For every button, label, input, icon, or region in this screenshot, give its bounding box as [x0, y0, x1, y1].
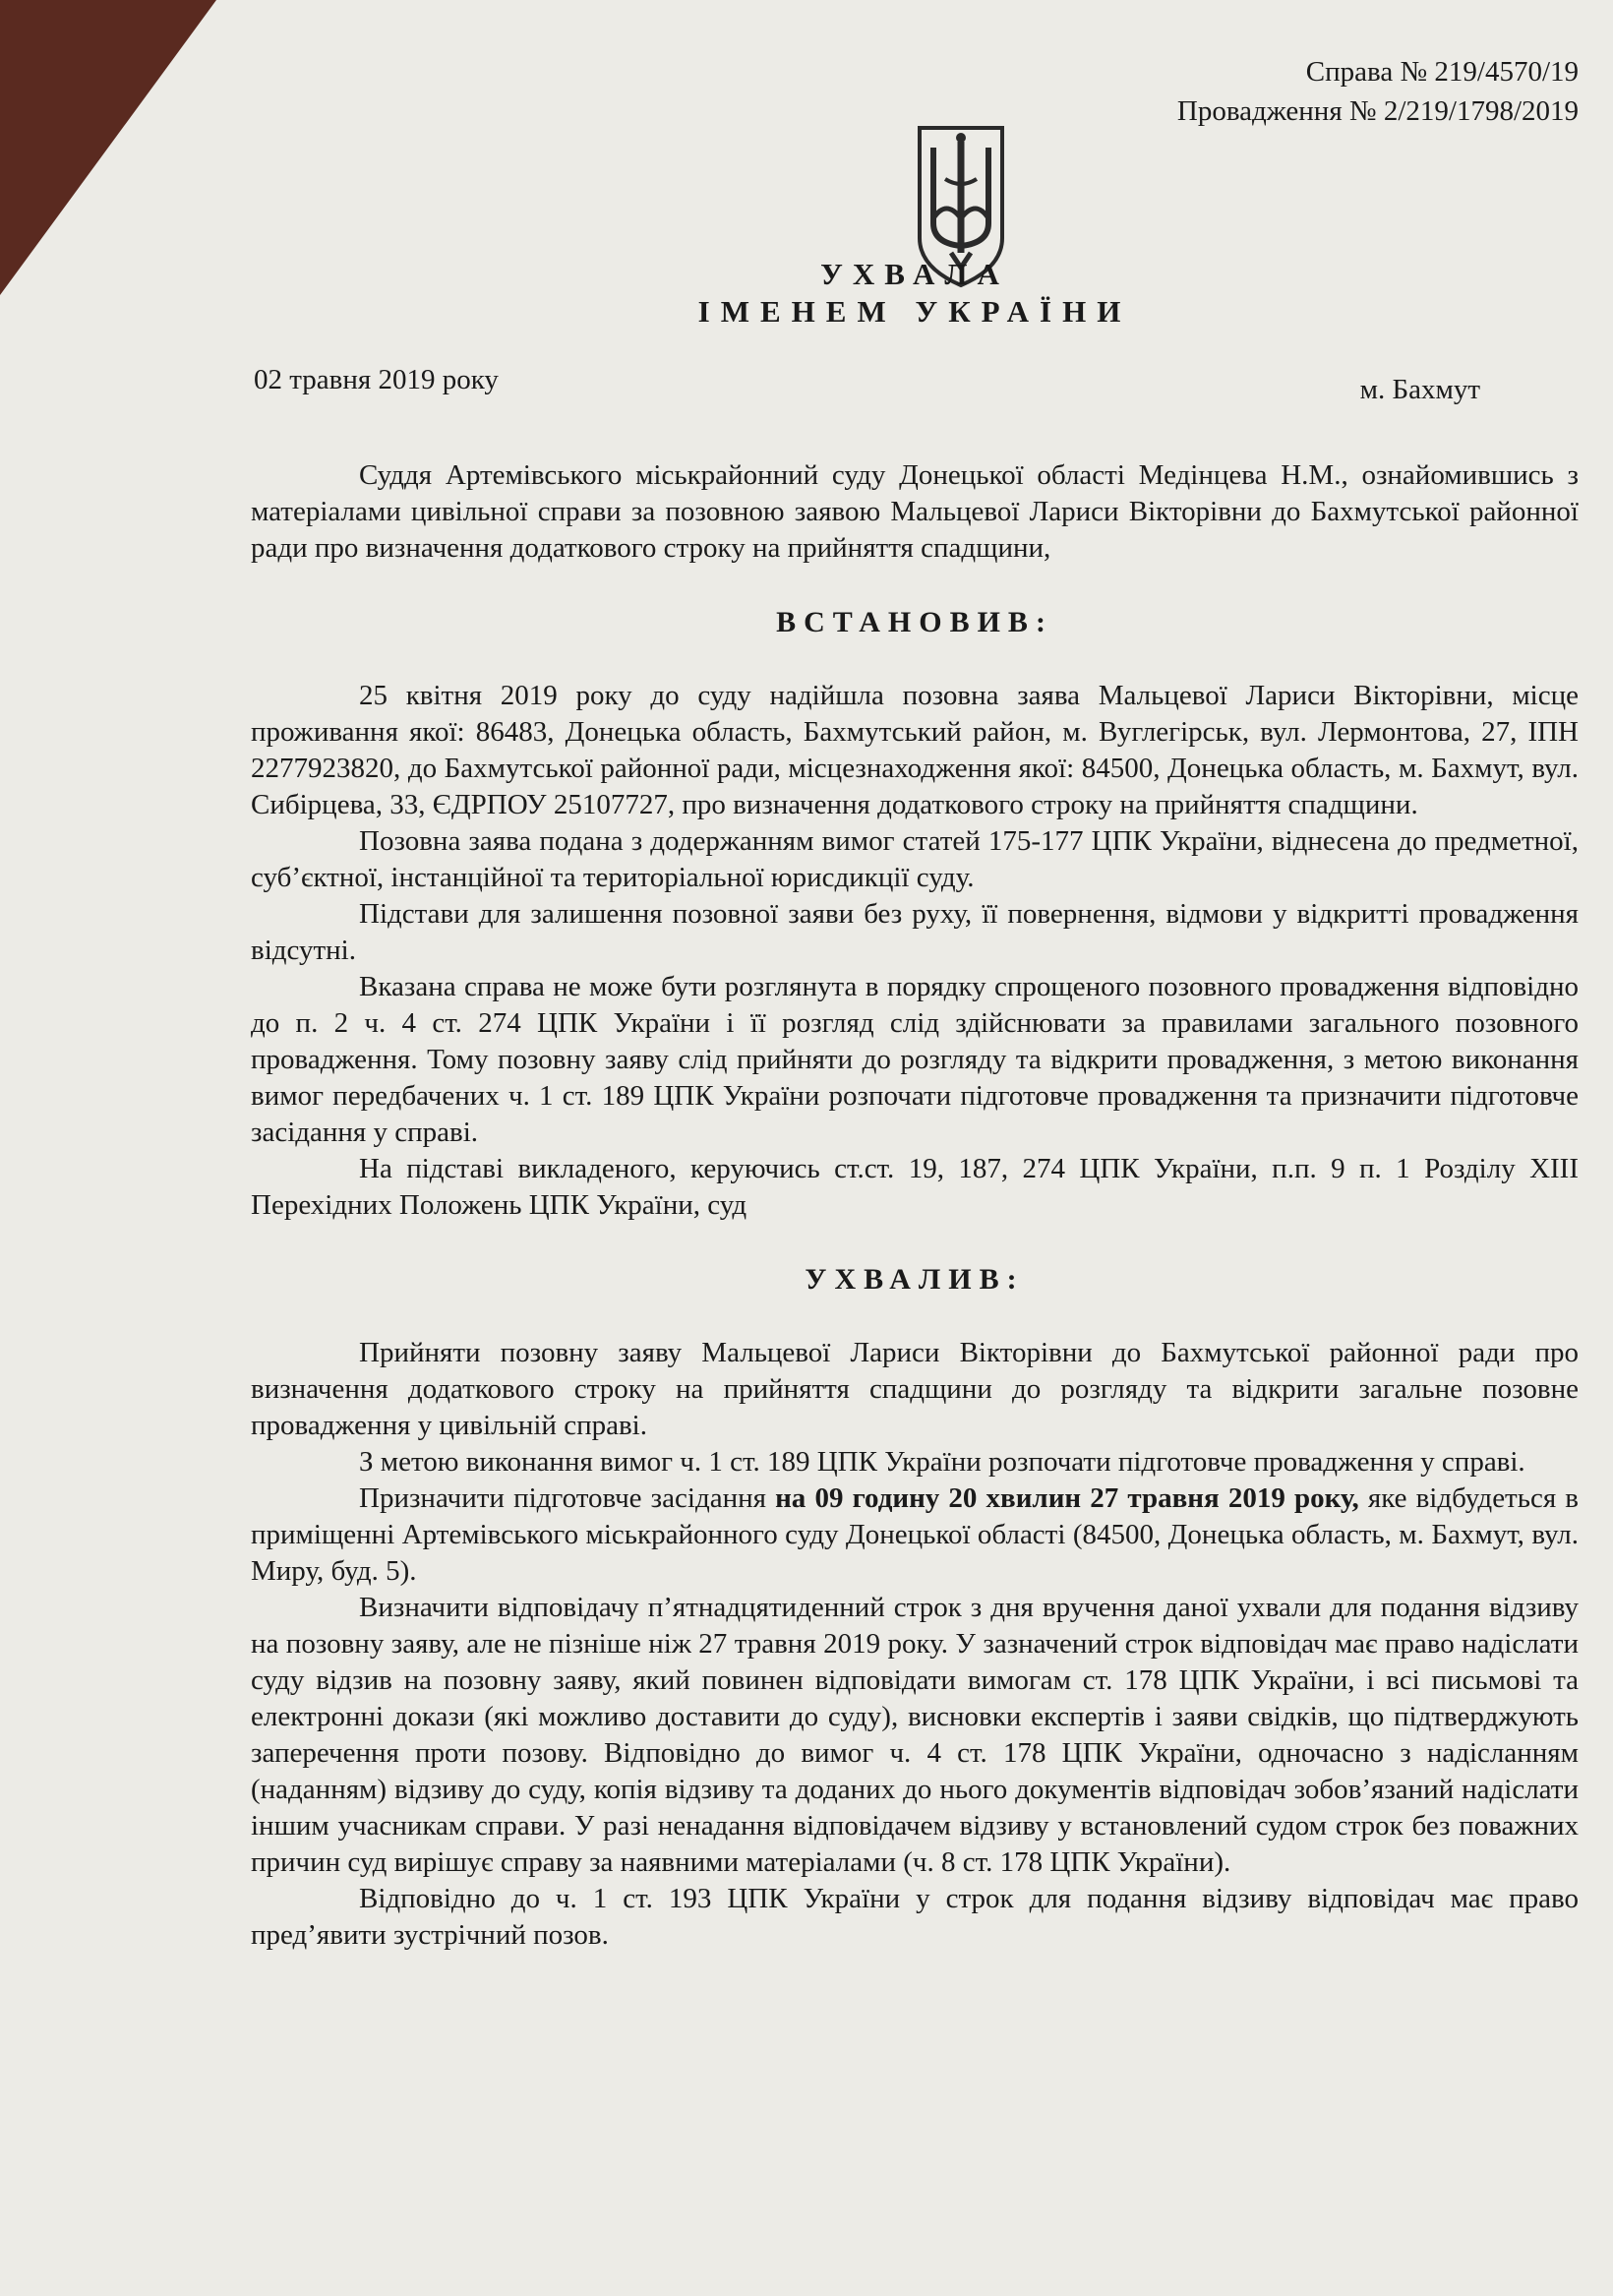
proceeding-number: Провадження № 2/219/1798/2019 [1176, 95, 1579, 127]
paragraph: Відповідно до ч. 1 ст. 193 ЦПК України у строк для подання відзиву відповідач має право пред’явити зустрічний позов. [251, 1883, 1579, 1951]
paragraph: 25 квітня 2019 року до суду надійшла позовна заява Мальцевої Лариси Вікторівни, місце проживання якої: 86483, Донецька область, Бахмутський район, м. Вуглегірськ, вул. Лермонтова, 27, ІПН 2277923820, до Бахмутської районної ради, місцезнаходження якої: 84500, Донецька область, м. Бахмут, вул. Сибірцева, 33, ЄДРПОУ 25107727, про визначення додаткового строку на прийняття спадщини. [251, 680, 1579, 820]
paragraph-hearing [251, 1480, 1579, 1590]
paragraph: Позовна заява подана з додержанням вимог статей 175-177 ЦПК України, віднесена до предметної, суб’єктної, інстанційної та територіальної юрисдикції суду. [251, 825, 1579, 893]
hearing-text-end: яке відбудеться в приміщенні Артемівського міськрайонного суду Донецької області (84500, Донецька область, м. Бахмут, вул. Миру, буд. 5). [251, 1482, 1580, 1587]
document-city: м. Бахмут [1359, 374, 1480, 405]
document-subtitle: ІМЕНЕМ УКРАЇНИ [697, 294, 1132, 329]
section-heading-established: ВСТАНОВИВ: [776, 606, 1053, 638]
intro-paragraph: Суддя Артемівського міськрайонний суду Донецької області Медінцева Н.М., ознайомившись з матеріалами цивільної справи за позовною заявою Мальцевої Лариси Вікторівни до Бахмутської районної ради про визначення додаткового строку на прийняття спадщини, [251, 459, 1579, 564]
document-title: УХВАЛА [820, 257, 1009, 291]
paragraph: Вказана справа не може бути розглянута в порядку спрощеного позовного провадження відповідно до п. 2 ч. 4 ст. 274 ЦПК України і її розгляд слід здійснювати за правилами загального позовного провадження. Тому позовну заяву слід прийняти до розгляду та відкрити провадження, з метою виконання вимог передбачених ч. 1 ст. 189 ЦПК України розпочати підготовче провадження та призначити підготовче засідання у справі. [251, 971, 1579, 1148]
case-numbers [1177, 52, 1579, 131]
document-date: 02 травня 2019 року [254, 364, 499, 395]
paragraph: Підстави для залишення позовної заяви без руху, її повернення, відмови у відкритті провадження відсутні. [251, 898, 1579, 966]
document-body [251, 457, 1579, 1954]
hearing-datetime: на 09 годину 20 хвилин 27 травня 2019 року, [775, 1482, 1359, 1514]
paragraph: З метою виконання вимог ч. 1 ст. 189 ЦПК України розпочати підготовче провадження у справі. [359, 1446, 1525, 1478]
hearing-text-start: Призначити підготовче засідання [359, 1482, 776, 1514]
paragraph: На підставі викладеного, керуючись ст.ст. 19, 187, 274 ЦПК України, п.п. 9 п. 1 Розділу XIII Перехідних Положень ЦПК України, суд [251, 1153, 1579, 1221]
case-number: Справа № 219/4570/19 [1305, 56, 1579, 88]
paragraph: Визначити відповідачу п’ятнадцятиденний строк з дня вручення даної ухвали для подання відзиву на позовну заяву, але не пізніше ніж 27 травня 2019 року. У зазначений строк відповідач має право надіслати суду відзив на позовну заяву, який повинен відповідати вимогам ст. 178 ЦПК України, і всі письмові та електронні докази (які можливо доставити до суду), висновки експертів і заяви свідків, що підтверджують заперечення проти позову. Відповідно до вимог ч. 4 ст. 178 ЦПК України, одночасно з надісланням (наданням) відзиву до суду, копія відзиву та доданих до нього документів відповідач зобов’язаний надіслати іншим учасникам справи. У разі ненадання відповідачем відзиву у встановлений судом строк без поважних причин суд вирішує справу за наявними матеріалами (ч. 8 ст. 178 ЦПК України). [251, 1592, 1579, 1878]
paragraph: Прийняти позовну заяву Мальцевої Лариси Вікторівни до Бахмутської районної ради про визначення додаткового строку на прийняття спадщини до розгляду та відкрити загальне позовне провадження у цивільній справі. [251, 1337, 1579, 1441]
section-heading-ruled: УХВАЛИВ: [805, 1263, 1025, 1296]
